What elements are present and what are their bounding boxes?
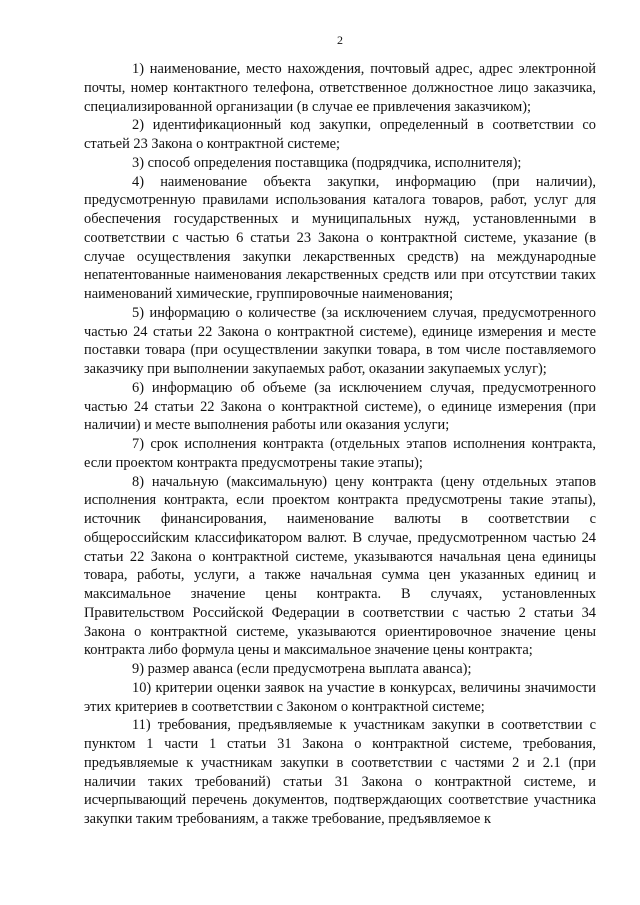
paragraph-item-8: 8) начальную (максимальную) цену контракта (цену отдельных этапов исполнения контракта, если проектом контракта предусмотрены такие этапы), источник финансирования, наименование валюты в соответствии с общероссийским классификатором валют. В случае, предусмотренном частью 24 статьи 22 Закона о контрактной системе, указываются начальная цена единицы товара, работы, услуги, а также начальная сумма цен указанных единиц и максимальное значение цены контракта. В случаях, установленных Правительством Российской Федерации в соответствии с частью 2 статьи 34 Закона о контрактной системе, указываются ориентировочное значение цены контракта либо формула цены и максимальное значение цены контракта; (84, 473, 596, 659)
paragraph-item-10: 10) критерии оценки заявок на участие в конкурсах, величины значимости этих критериев в соответствии с Законом о контрактной системе; (84, 679, 596, 715)
paragraph-item-11: 11) требования, предъявляемые к участникам закупки в соответствии с пунктом 1 части 1 статьи 31 Закона о контрактной системе, требования, предъявляемые к участникам закупки в соответствии с частями 2 и 2.1 (при наличии таких требований) статьи 31 Закона о контрактной системе, и исчерпывающий перечень документов, подтверждающих соответствие участника закупки таким требованиям, а также требование, предъявляемое к (84, 717, 596, 827)
paragraph-item-1: 1) наименование, место нахождения, почтовый адрес, адрес электронной почты, номер контактного телефона, ответственное должностное лицо заказчика, специализированной организации (в случае ее привлечения заказчиком); (84, 61, 596, 115)
page-number: 2 (337, 33, 343, 47)
paragraph-item-2: 2) идентификационный код закупки, определенный в соответствии со статьей 23 Закона о контрактной системе; (84, 117, 596, 152)
paragraph-item-9: 9) размер аванса (если предусмотрена выплата аванса); (132, 661, 472, 677)
paragraph-item-6: 6) информацию об объеме (за исключением случая, предусмотренного частью 24 статьи 22 Закона о контрактной системе), о единице измерения (при наличии) и месте выполнения работы или оказания услуги; (84, 379, 596, 434)
document-body (84, 60, 596, 829)
paragraph-item-5: 5) информацию о количестве (за исключением случая, предусмотренного частью 24 статьи 22 Закона о контрактной системе), единице измерения и месте поставки товара (при осуществлении закупки товара, в том числе поставляемого заказчику при выполнении закупаемых работ, оказании закупаемых услуг); (84, 304, 596, 377)
paragraph-item-7: 7) срок исполнения контракта (отдельных этапов исполнения контракта, если проектом контракта предусмотрены такие этапы); (84, 436, 596, 471)
paragraph-item-4: 4) наименование объекта закупки, информацию (при наличии), предусмотренную правилами использования каталога товаров, работ, услуг для обеспечения государственных и муниципальных нужд, установленными в соответствии с частью 6 статьи 23 Закона о контрактной системе, указание (в случае осуществления закупки лекарственных средств) на международные непатентованные наименования лекарственных средств или при отсутствии таких наименований химические, группировочные наименования; (84, 173, 596, 302)
paragraph-item-3: 3) способ определения поставщика (подрядчика, исполнителя); (132, 154, 522, 171)
